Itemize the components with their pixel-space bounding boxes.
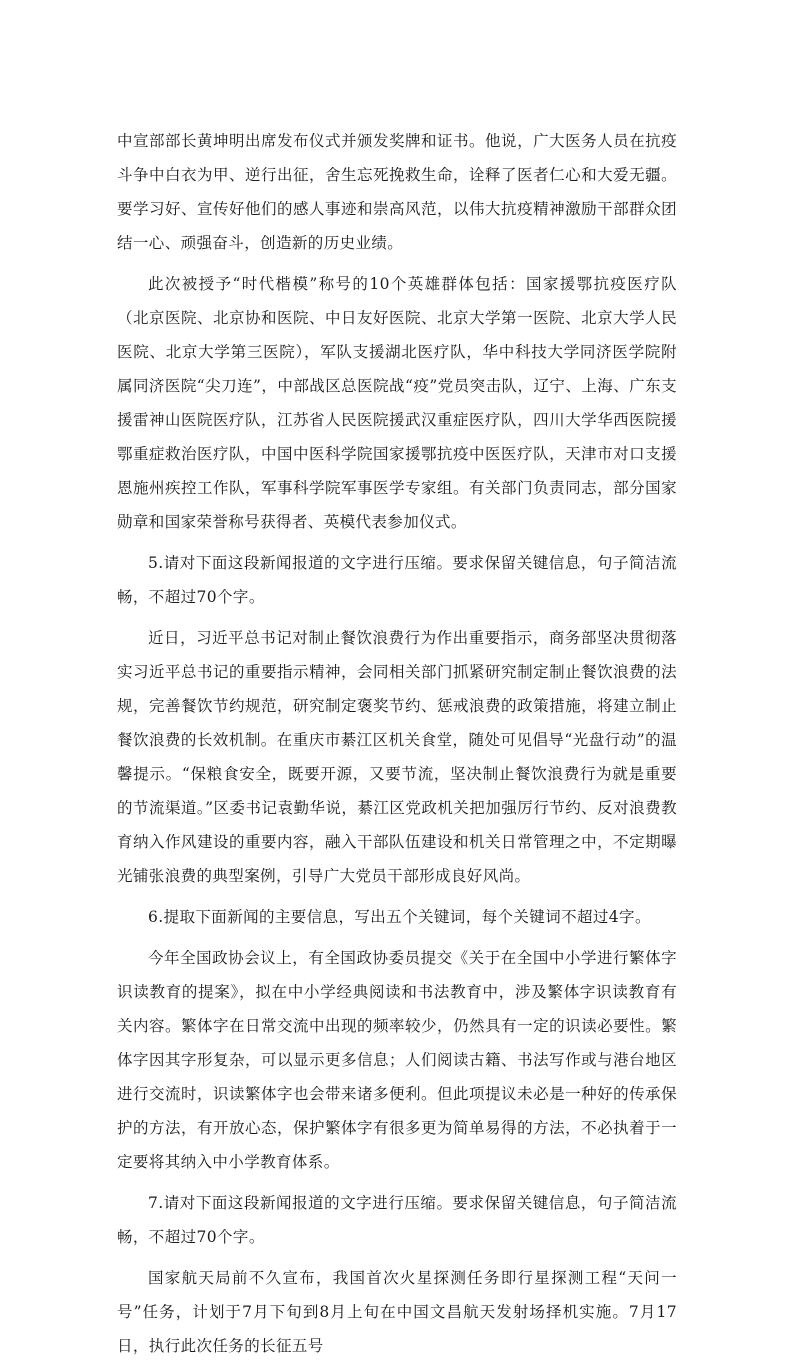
paragraph-food-waste: 近日，习近平总书记对制止餐饮浪费行为作出重要指示，商务部坚决贯彻落实习近平总书记的重要指示精神，会同相关部门抓紧研究制定制止餐饮浪费的法规，完善餐饮节约规范，研究制定褒奖节约、惩戒浪费的政策措施，将建立制止餐饮浪费的长效机制。在重庆市綦江区机关食堂，随处可见倡导“光盘行动”的温馨提示。“保粮食安全，既要开源，又要节流，坚决制止餐饮浪费行为就是重要的节流渠道。”区委书记袁勤华说，綦江区党政机关把加强厉行节约、反对浪费教育纳入作风建设的重要内容，融入干部队伍建设和机关日常管理之中，不定期曝光铺张浪费的典型案例，引导广大党员干部形成良好风尚。: [117, 629, 677, 885]
paragraph-hero-groups: 此次被授予“时代楷模”称号的10个英雄群体包括：国家援鄂抗疫医疗队（北京医院、北京协和医院、中日友好医院、北京大学第一医院、北京大学人民医院、北京大学第三医院），军队支援湖北医疗队，华中科技大学同济医学院附属同济医院“尖刀连”，中部战区总医院战“疫”党员突击队，辽宁、上海、广东支援雷神山医院医疗队，江苏省人民医院援武汉重症医疗队，四川大学华西医院援鄂重症救治医疗队，中国中医科学院国家援鄂抗疫中医医疗队，天津市对口支援恩施州疾控工作队，军事科学院军事医学专家组。有关部门负责同志，部分国家勋章和国家荣誉称号获得者、英模代表参加仪式。: [117, 275, 677, 531]
question-5: 5.请对下面这段新闻报道的文字进行压缩。要求保留关键信息，句子简洁流畅，不超过70个字。: [117, 554, 677, 606]
paragraph-mars-mission: 国家航天局前不久宣布，我国首次火星探测任务即行星探测工程“天问一号”任务，计划于7月下旬到8月上旬在中国文昌航天发射场择机实施。7月17日，执行此次任务的长征五号: [117, 1269, 677, 1355]
question-7: 7.请对下面这段新闻报道的文字进行压缩。要求保留关键信息，句子简洁流畅，不超过70个字。: [117, 1194, 677, 1246]
paragraph-award-ceremony: 中宣部部长黄坤明出席发布仪式并颁发奖牌和证书。他说，广大医务人员在抗疫斗争中白衣为甲、逆行出征，舍生忘死挽救生命，诠释了医者仁心和大爱无疆。要学习好、宣传好他们的感人事迹和崇高风范，以伟大抗疫精神激励干部群众团结一心、顽强奋斗，创造新的历史业绩。: [117, 132, 677, 252]
document-body: [117, 124, 677, 1363]
question-6: 6.提取下面新闻的主要信息，写出五个关键词，每个关键词不超过4字。: [148, 908, 651, 926]
paragraph-traditional-characters: 今年全国政协会议上，有全国政协委员提交《关于在全国中小学进行繁体字识读教育的提案》，拟在中小学经典阅读和书法教育中，涉及繁体字识读教育有关内容。繁体字在日常交流中出现的频率较少，仍然具有一定的识读必要性。繁体字因其字形复杂，可以显示更多信息；人们阅读古籍、书法写作或与港台地区进行交流时，识读繁体字也会带来诸多便利。但此项提议未必是一种好的传承保护的方法，有开放心态，保护繁体字有很多更为简单易得的方法，不必执着于一定要将其纳入中小学教育体系。: [117, 949, 677, 1171]
